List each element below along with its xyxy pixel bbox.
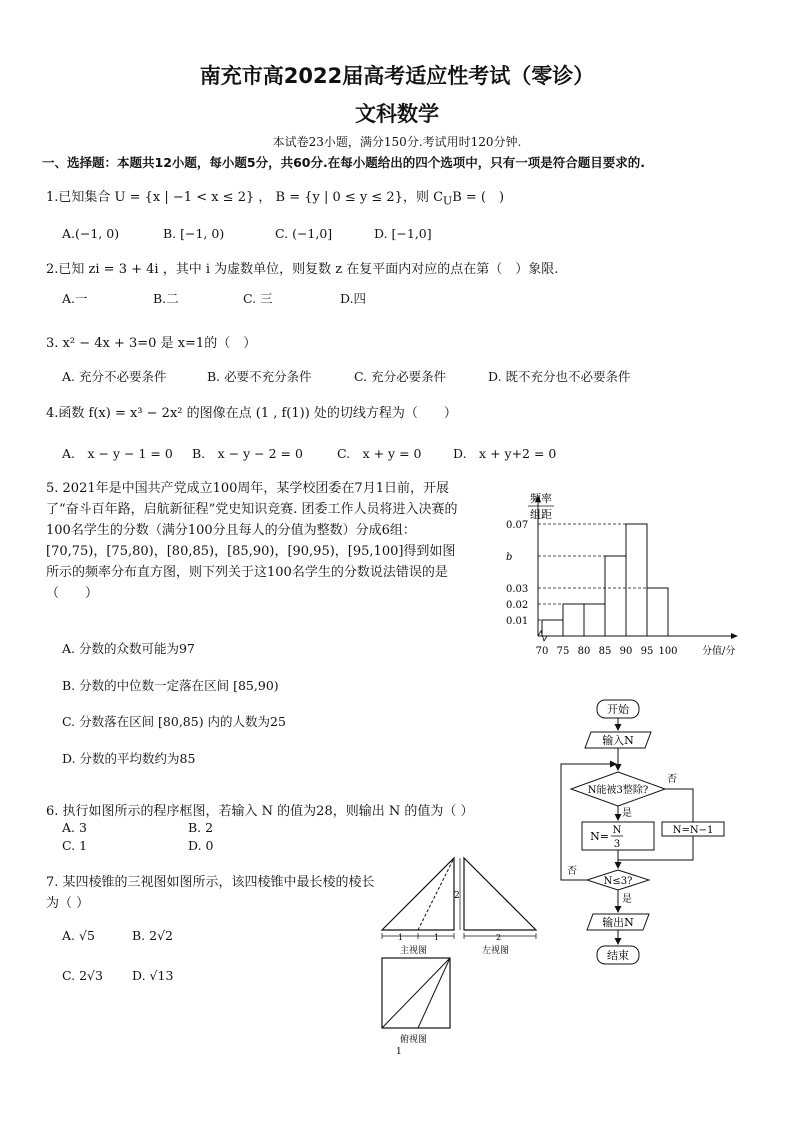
- process-divide-den: 3: [613, 839, 621, 850]
- q6-option-a: A. 3: [62, 820, 87, 835]
- no-label-2: 否: [567, 866, 577, 877]
- y-tick-label: 0.02: [506, 600, 529, 611]
- q1-subscript: U: [443, 194, 453, 208]
- q3-option-d: D. 既不充分也不必要条件: [488, 369, 631, 384]
- q1-option-c: C. (−1,0]: [275, 226, 333, 241]
- side-view-caption: 左视图: [482, 946, 510, 956]
- top-view-diagonal: [382, 958, 450, 1028]
- y-tick-label: 0.01: [506, 616, 529, 627]
- q5-option-c: C. 分数落在区间 [80,85) 内的人数为25: [62, 714, 286, 729]
- three-views-figure: [378, 852, 556, 1057]
- x-tick-label: 75: [556, 646, 570, 657]
- x-tick-label: 100: [658, 646, 678, 657]
- question-5-stem: 5. 2021年是中国共产党成立100周年，某学校团委在7月1日前，开展了“奋斗百年路，启航新征程”党史知识竞赛. 团委工作人员将进入决赛的100名学生的分数（满分100分且每人的分值为整数）分成6组：[70,75)，[75,80)，[80,85)，[85,90)，[90,95)，[95,100]得到如图所示的频率分布直方图，则下列关于这100名学生的分数说法错误的是（ ）: [46, 481, 458, 601]
- process-decrement-label: N=N−1: [672, 825, 714, 836]
- y-label-bottom: 组距: [530, 508, 552, 521]
- process-divide-num: N: [612, 825, 622, 836]
- histogram-bar: [584, 604, 605, 636]
- q3-option-c: C. 充分必要条件: [354, 369, 447, 384]
- histogram-bar: [563, 604, 584, 636]
- q2-option-b: B.二: [153, 291, 179, 306]
- y-label-top: 频率: [530, 492, 552, 505]
- frequency-histogram: [478, 488, 740, 664]
- condition-le3-label: N≤3?: [603, 876, 633, 887]
- q4-option-c: C. x + y = 0: [337, 446, 422, 461]
- front-view-shape: [382, 858, 454, 930]
- x-tick-label: 80: [577, 646, 591, 657]
- x-axis-label: 分值/分: [702, 646, 736, 657]
- front-view-hidden-edge: [418, 858, 454, 930]
- q1-option-b: B. [−1, 0): [163, 226, 225, 241]
- no-label-1: 否: [667, 774, 677, 785]
- y-tick-label: 0.03: [506, 584, 529, 595]
- histogram-bar: [605, 556, 626, 636]
- q5-option-b: B. 分数的中位数一定落在区间 [85,90): [62, 678, 279, 693]
- histogram-bar: [542, 620, 563, 636]
- start-label: 开始: [607, 703, 629, 716]
- question-1-stem: [46, 186, 504, 208]
- q5-option-a: A. 分数的众数可能为97: [62, 641, 195, 656]
- q2-option-c: C. 三: [243, 291, 273, 306]
- dim-label-1b: 1: [434, 933, 440, 942]
- q6-option-c: C. 1: [62, 838, 88, 853]
- q7-option-d: D. √13: [132, 968, 174, 983]
- q1-text: 1.已知集合 U = {x | −1 < x ≤ 2} ， B = {y | 0 ≤ y ≤ 2}，则 C: [46, 190, 444, 205]
- q6-option-b: B. 2: [188, 820, 214, 835]
- q1-option-d: D. [−1,0]: [374, 226, 432, 241]
- side-view-shape: [464, 858, 536, 930]
- dim-label-2: 2: [496, 933, 502, 942]
- question-2-stem: 2.已知 zi = 3 + 4i ，其中 i 为虚数单位，则复数 z 在复平面内对应的点在第（ ）象限.: [46, 262, 559, 277]
- q3-option-a: A. 充分不必要条件: [62, 369, 167, 384]
- top-view-caption: 俯视图: [400, 1035, 428, 1045]
- x-tick-label: 95: [640, 646, 654, 657]
- histogram-bar: [626, 524, 647, 636]
- dim-label-1a: 1: [398, 933, 404, 942]
- q7-option-c: C. 2√3: [62, 968, 103, 983]
- q2-option-a: A.一: [62, 291, 88, 306]
- x-tick-label: 90: [619, 646, 633, 657]
- question-3-stem: 3. x² − 4x + 3=0 是 x=1的（ ）: [46, 336, 257, 351]
- yes-label-2: 是: [622, 894, 632, 905]
- question-6-stem: 6. 执行如图所示的程序框图，若输入 N 的值为28，则输出 N 的值为（ ）: [46, 804, 474, 819]
- y-tick-label: b: [506, 552, 513, 563]
- q2-option-d: D.四: [340, 291, 367, 306]
- y-tick-label: 0.07: [506, 520, 529, 531]
- q1-option-a: A.(−1, 0): [62, 226, 120, 241]
- program-flowchart: [555, 694, 735, 969]
- page-title: 南充市高2022届高考适应性考试（零诊）: [199, 64, 595, 88]
- q4-option-a: A. x − y − 1 = 0: [62, 446, 173, 461]
- q5-option-d: D. 分数的平均数约为85: [62, 751, 196, 766]
- dim-label-height: 2: [454, 891, 460, 901]
- page-number: 1: [396, 1047, 402, 1057]
- q4-option-b: B. x − y − 2 = 0: [192, 446, 303, 461]
- flow-line-no: [665, 789, 693, 822]
- end-label: 结束: [607, 949, 629, 962]
- q3-option-b: B. 必要不充分条件: [207, 369, 312, 384]
- question-4-stem: 4.函数 f(x) = x³ − 2x² 的图像在点 (1 , f(1)) 处的切线方程为（ ）: [46, 406, 457, 421]
- yes-label-1: 是: [622, 808, 632, 819]
- page-subtitle: 文科数学: [355, 102, 439, 126]
- output-label: 输出N: [602, 916, 634, 929]
- x-axis-arrow: [731, 633, 738, 639]
- q4-option-d: D. x + y+2 = 0: [453, 446, 557, 461]
- q1-tail: B = ( ): [452, 190, 505, 205]
- x-tick-label: 85: [598, 646, 612, 657]
- exam-note: 本试卷23小题，满分150分.考试用时120分钟.: [272, 135, 522, 149]
- x-tick-label: 70: [535, 646, 549, 657]
- front-view-caption: 主视图: [400, 946, 428, 956]
- q7-option-b: B. 2√2: [132, 928, 174, 943]
- condition-divisible-label: N能被3整除?: [587, 785, 649, 796]
- q6-option-d: D. 0: [188, 838, 214, 853]
- question-7-stem: 7. 某四棱锥的三视图如图所示，该四棱锥中最长棱的棱长为（ ）: [46, 875, 375, 911]
- q7-option-a: A. √5: [62, 928, 95, 943]
- histogram-bar: [647, 588, 668, 636]
- process-divide-lhs: N=: [590, 830, 609, 843]
- section-heading: 一、选择题：本题共12小题，每小题5分，共60分.在每小题给出的四个选项中，只有一项是符合题目要求的.: [42, 155, 645, 170]
- top-view-edge: [418, 958, 450, 1028]
- input-label: 输入N: [602, 734, 634, 747]
